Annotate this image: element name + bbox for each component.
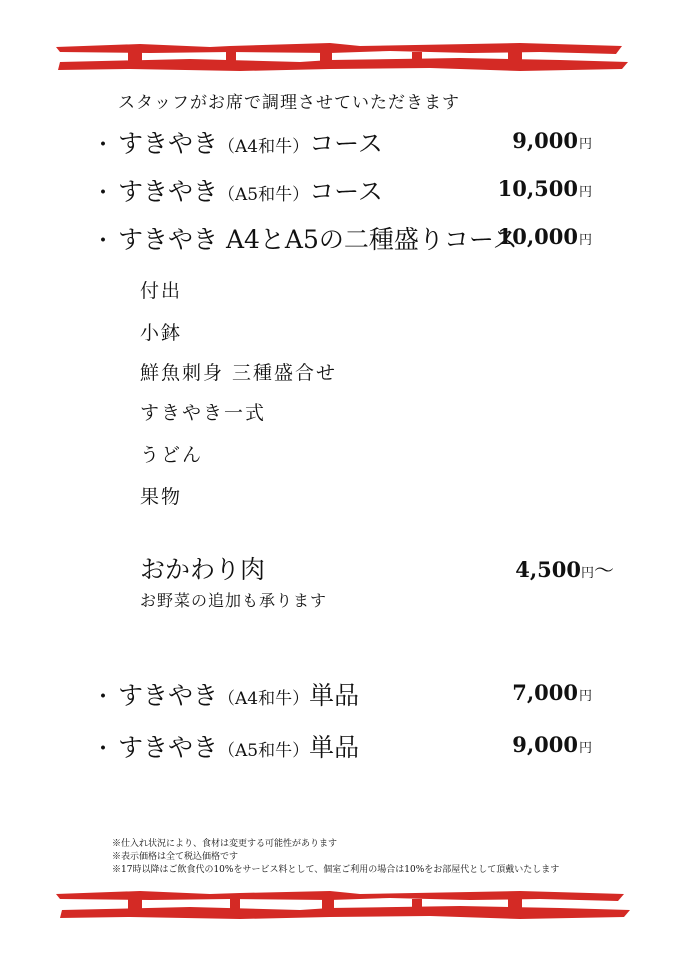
footnote: ※仕入れ状況により、食材は変更する可能性があります (112, 839, 338, 849)
bottom-decorative-border (0, 886, 680, 926)
menu-item-price: 7,000円 (512, 680, 592, 705)
menu-item-name: すきやき A4とA5の二種盛りコース (118, 225, 518, 254)
bullet: ・ (92, 181, 115, 206)
bullet: ・ (92, 685, 115, 710)
menu-item-a4-single (92, 676, 600, 712)
footnote: ※表示価格は全て税込価格です (112, 852, 239, 862)
service-intro: スタッフがお席で調理させていただきます (118, 93, 460, 113)
menu-item-name: すきやき（A5和牛）コース (118, 177, 383, 206)
bullet: ・ (92, 133, 115, 158)
course-item-appetizer: 付出 (140, 280, 183, 302)
extra-meat-name: おかわり肉 (140, 555, 266, 584)
menu-item-a5-course (92, 172, 600, 208)
menu-item-price: 9,000円 (512, 128, 592, 153)
course-item-udon: うどん (140, 444, 204, 466)
course-item-fruit: 果物 (140, 486, 183, 508)
course-item-small-bowl: 小鉢 (140, 322, 183, 344)
menu-item-a5-single (92, 728, 600, 764)
menu-item-a4-course (92, 124, 600, 160)
menu-item-price: 9,000円 (512, 732, 592, 757)
extra-vegetable-note: お野菜の追加も承ります (140, 591, 328, 610)
footnotes (112, 838, 559, 877)
menu-item-name: すきやき（A4和牛）コース (118, 129, 383, 158)
bullet: ・ (92, 737, 115, 762)
menu-item-price: 10,500円 (497, 176, 592, 201)
course-item-sukiyaki-set: すきやき一式 (140, 402, 267, 424)
footnote: ※17時以降はご飲食代の10%をサービス料として、個室ご利用の場合は10%をお部屋代として頂戴いたします (112, 865, 560, 875)
menu-item-mixed-course (92, 220, 600, 256)
course-item-sashimi: 鮮魚刺身 三種盛合せ (140, 362, 338, 384)
menu-item-price: 10,000円 (497, 224, 592, 249)
menu-item-name: すきやき（A5和牛）単品 (118, 733, 360, 762)
extra-meat-price: 4,500円〜 (515, 557, 614, 582)
menu-item-name: すきやき（A4和牛）単品 (118, 681, 360, 710)
top-decorative-border (0, 38, 680, 78)
bullet: ・ (92, 229, 115, 254)
